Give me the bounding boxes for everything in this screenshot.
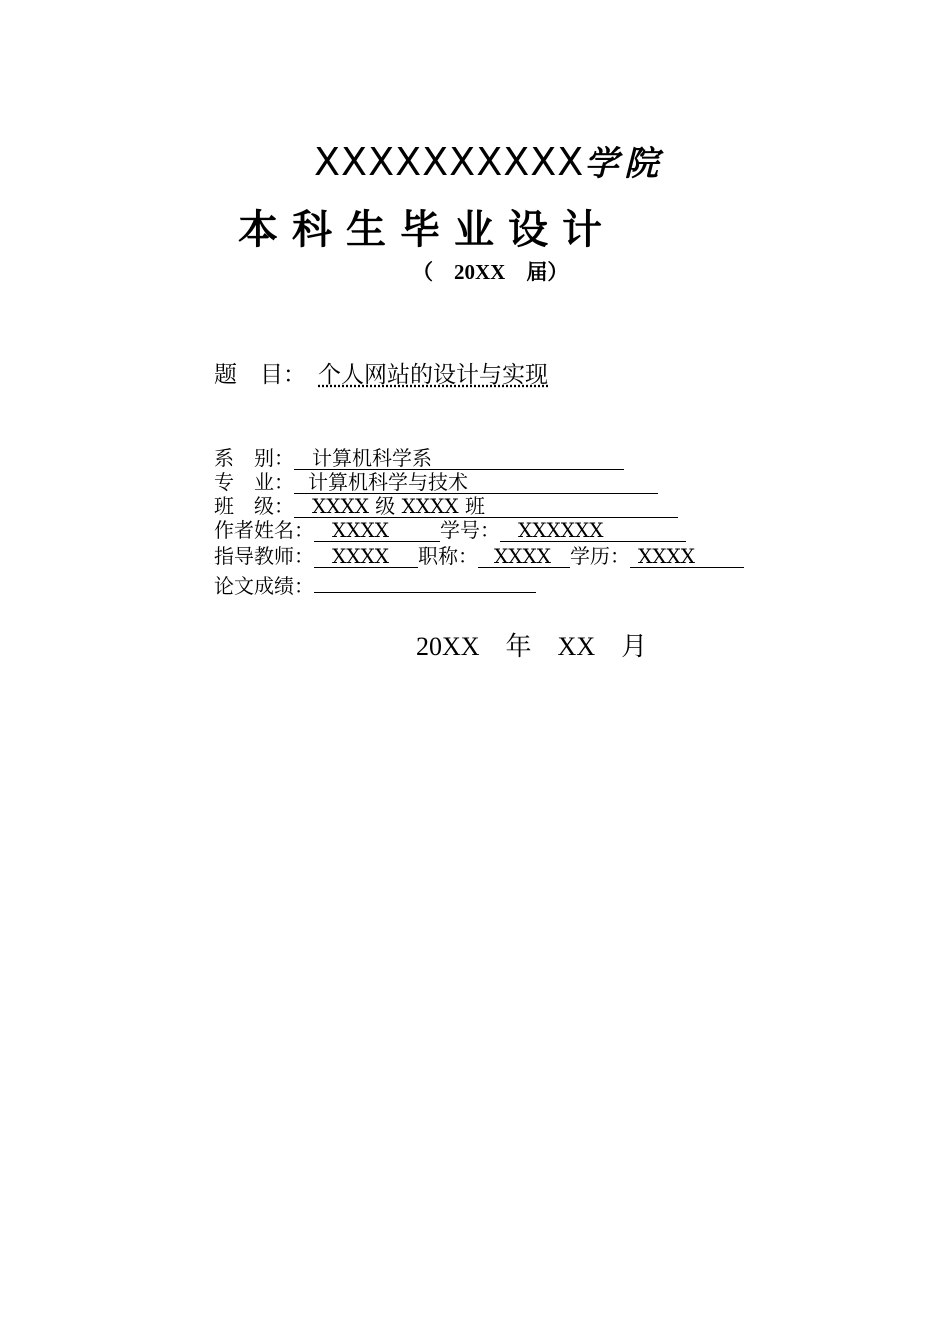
- thesis-type-title: 本科生毕业设计: [238, 207, 616, 253]
- degree-value: XXXX: [630, 545, 744, 568]
- grade-value: [314, 570, 536, 593]
- department-value: 计算机科学系: [294, 447, 624, 470]
- topic-value: 个人网站的设计与实现: [318, 362, 548, 388]
- advisor-label: 指导教师：: [214, 544, 314, 568]
- degree-label: 学历：: [570, 544, 630, 568]
- professional-title-label: 职称：: [418, 544, 478, 568]
- grade-label: 论文成绩：: [214, 574, 314, 598]
- major-row: [214, 470, 658, 494]
- grade-row: [214, 570, 536, 598]
- class-label: 班 级：: [214, 494, 294, 518]
- department-label: 系 别：: [214, 446, 294, 470]
- advisor-value: XXXX: [314, 545, 418, 568]
- college-name-suffix: 学院: [584, 144, 665, 184]
- class-row: [214, 494, 678, 518]
- advisor-row: [214, 544, 744, 568]
- topic-label: 题 目：: [214, 362, 306, 388]
- author-row: [214, 518, 686, 542]
- college-name: [314, 136, 664, 185]
- department-row: [214, 446, 624, 470]
- student-id-value: XXXXXX: [500, 519, 686, 542]
- author-value: XXXX: [314, 519, 440, 542]
- major-value: 计算机科学与技术: [294, 471, 658, 494]
- major-label: 专 业：: [214, 470, 294, 494]
- college-name-placeholder: XXXXXXXXXX: [314, 140, 585, 184]
- class-value: XXXX 级 XXXX 班: [294, 495, 678, 518]
- professional-title-value: XXXX: [478, 545, 570, 568]
- graduation-session: （ 20XX 届）: [412, 260, 569, 284]
- cover-date: 20XX 年 XX 月: [416, 632, 648, 661]
- student-id-label: 学号：: [440, 518, 500, 542]
- author-label: 作者姓名：: [214, 518, 314, 542]
- topic-row: [214, 356, 548, 389]
